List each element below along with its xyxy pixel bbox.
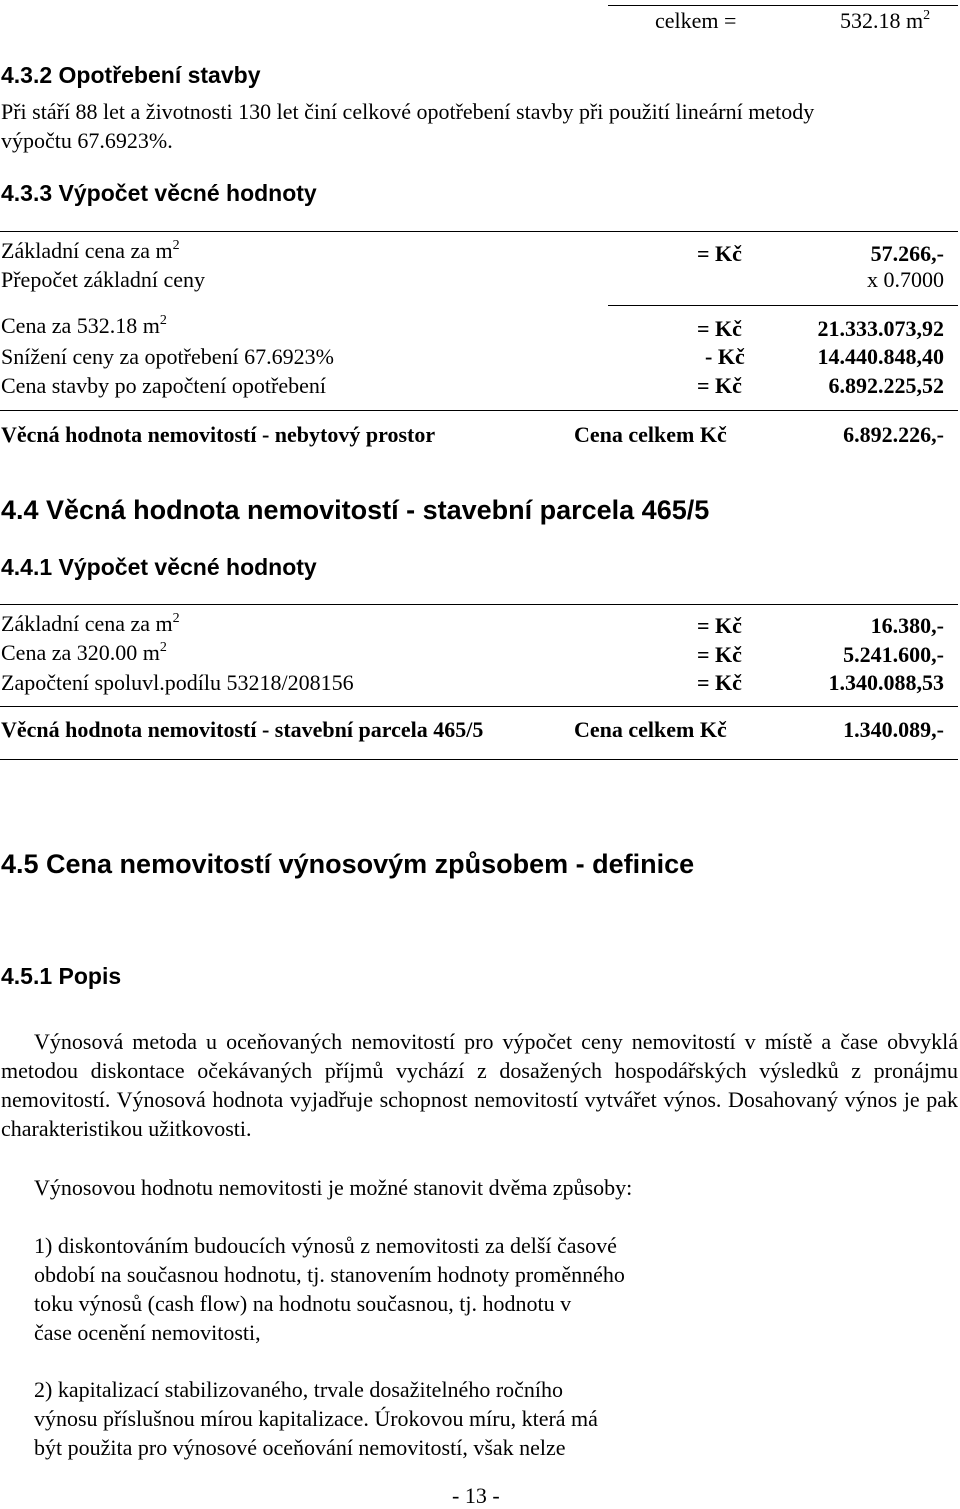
calc-label: Cena stavby po započtení opotřebení [1, 373, 327, 398]
calc-operator: = Kč [697, 316, 742, 341]
total-bottom-rule [0, 759, 958, 760]
description-paragraph: Výnosová metoda u oceňovaných nemovitostí pro výpočet ceny nemovitostí v místě a čase obvyklá metodou diskontace očekávaných příjmů vychází z dosažených hospodářských výsledků z pronájmu nemovitostí. Výnosová hodnota vyjadřuje schopnost nemovitostí vytvářet výnos. Dosahovaný výnos je pak charakteristikou užitkovosti. [1, 1029, 958, 1141]
top-total-value: 532.18 $m^2$ [840, 8, 931, 33]
method-1-line: období na současnou hodnotu, tj. stanovením hodnoty proměnného [34, 1262, 625, 1287]
calc-value: 6.892.225,52 [828, 373, 944, 398]
wear-text-line-2: výpočtu 67.6923%. [1, 128, 173, 153]
calc-label: Započtení spoluvl.podílu 53218/208156 [1, 670, 354, 695]
total-label: Věcná hodnota nemovitostí - stavební parcela 465/5 [1, 717, 484, 742]
calc-value: 21.333.073,92 [817, 316, 944, 341]
calc-label: Cena za 320.00 $m^2$ [1, 640, 167, 665]
method-1-line: toku výnosů (cash flow) na hodnotu současnou, tj. hodnotu v [34, 1291, 572, 1316]
method-1-line: čase ocenění nemovitosti, [34, 1320, 261, 1345]
calc-label: Základní cena za $m^2$ [1, 611, 180, 636]
total-rule [0, 410, 958, 411]
calc-operator: = Kč [697, 241, 742, 266]
calc-value: 1.340.088,53 [828, 670, 944, 695]
heading-4-4: 4.4 Věcná hodnota nemovitostí - stavební parcela 465/5 [1, 495, 710, 525]
section-rule [0, 604, 958, 605]
calc-operator: = Kč [697, 670, 742, 695]
calc-label: Základní cena za $m^2$ [1, 238, 180, 263]
heading-4-5-1: 4.5.1 Popis [1, 963, 122, 989]
top-total-label: celkem = [655, 8, 737, 33]
calc-operator: = Kč [697, 373, 742, 398]
subtotal-rule [608, 305, 958, 306]
calc-value: 16.380,- [870, 613, 944, 638]
total-label: Věcná hodnota nemovitostí - nebytový prostor [1, 422, 436, 447]
total-rule [0, 706, 958, 707]
calc-operator: - Kč [705, 344, 745, 369]
calc-label: Cena za 532.18 $m^2$ [1, 313, 167, 338]
method-2-line: být použita pro výnosové oceňování nemovitostí, však nelze [34, 1435, 566, 1460]
calc-value: x 0.7000 [867, 267, 944, 292]
heading-4-4-1: 4.4.1 Výpočet věcné hodnoty [1, 554, 317, 580]
calc-label: Přepočet základní ceny [1, 267, 206, 292]
total-operator: Cena celkem Kč [574, 717, 727, 742]
section-rule [0, 231, 958, 232]
calc-value: 5.241.600,- [843, 642, 944, 667]
heading-4-3-3: 4.3.3 Výpočet věcné hodnoty [1, 180, 317, 206]
method-1-line: 1) diskontováním budoucích výnosů z nemovitosti za delší časové [34, 1233, 617, 1258]
page-number: - 13 - [452, 1483, 500, 1508]
method-2-line: výnosu příslušnou mírou kapitalizace. Úrokovou míru, která má [34, 1406, 598, 1431]
methods-intro: Výnosovou hodnotu nemovitosti je možné stanovit dvěma způsoby: [34, 1175, 633, 1200]
total-value: 1.340.089,- [843, 717, 944, 742]
total-operator: Cena celkem Kč [574, 422, 727, 447]
calc-operator: = Kč [697, 642, 742, 667]
calc-operator: = Kč [697, 613, 742, 638]
method-2-line: 2) kapitalizací stabilizovaného, trvale dosažitelného ročního [34, 1377, 564, 1402]
calc-value: 57.266,- [870, 241, 944, 266]
heading-4-3-2: 4.3.2 Opotřebení stavby [1, 62, 261, 88]
calc-label: Snížení ceny za opotřebení 67.6923% [1, 344, 334, 369]
heading-4-5: 4.5 Cena nemovitostí výnosovým způsobem - definice [1, 849, 695, 879]
calc-value: 14.440.848,40 [817, 344, 944, 369]
total-value: 6.892.226,- [843, 422, 944, 447]
wear-text-line-1: Při stáří 88 let a životnosti 130 let činí celkové opotřebení stavby při použití lineární metody [1, 99, 815, 124]
top-rule [608, 5, 958, 6]
